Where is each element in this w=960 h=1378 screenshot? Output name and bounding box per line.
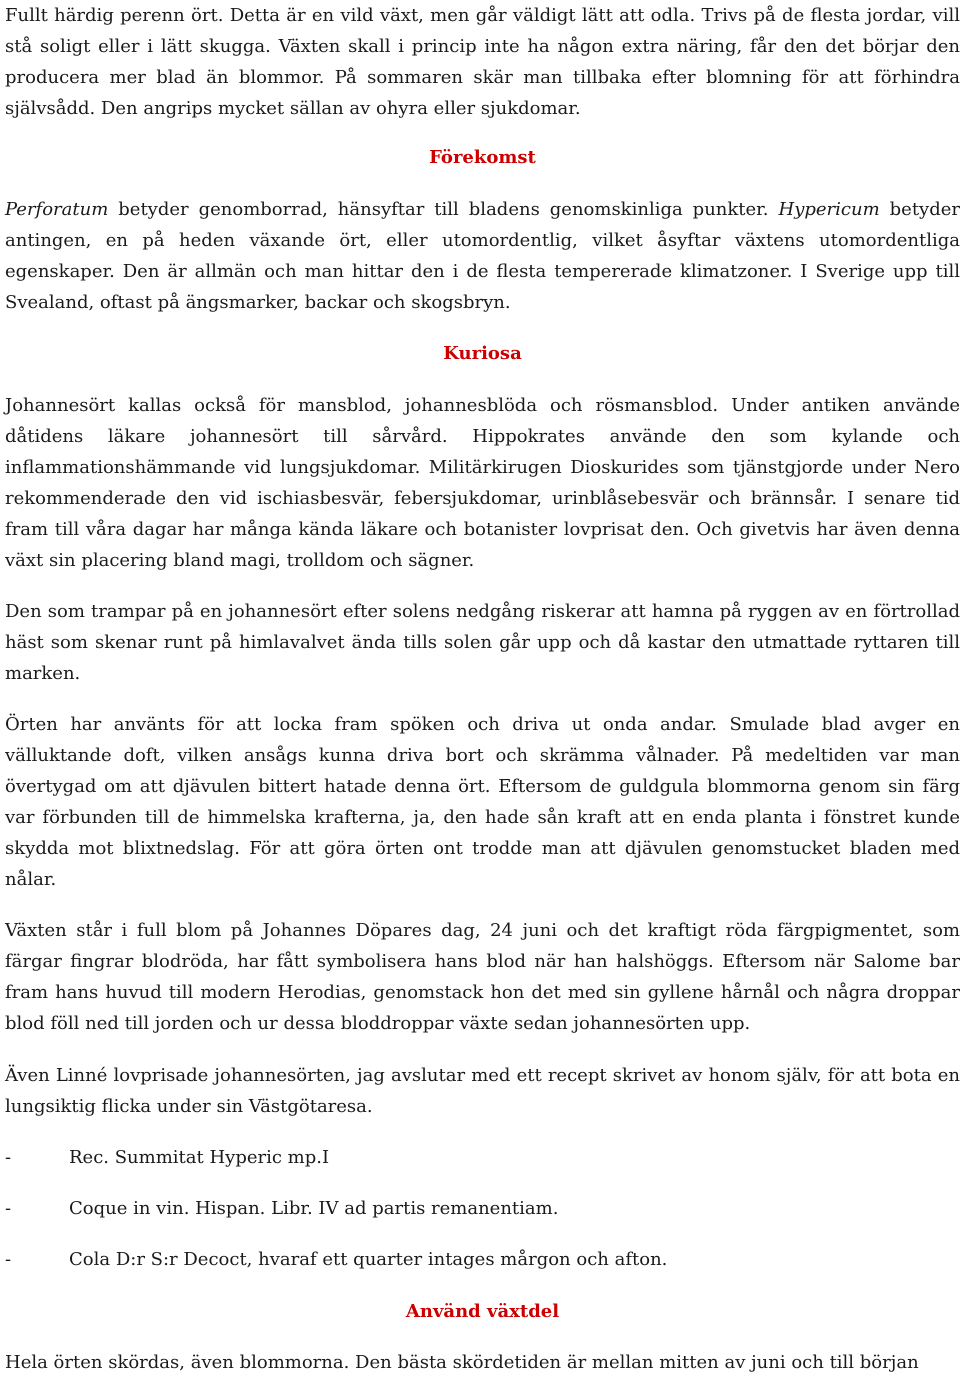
recipe-line-2: [5, 1193, 960, 1224]
paragraph-kuriosa-1: Johannesört kallas också för mansblod, johannesblöda och rösmansblod. Under antiken använde dåtidens läkare johannesört till sårvård. Hippokrates använde den som kylande och inflammationshämmande vid lungsjukdomar. Militärkirugen Dioskurides som tjänstgjorde under Nero rekommenderade den vid ischiasbesvär, febersjukdomar, urinblåsebesvär och brännsår. I senare tid fram till våra dagar har många kända läkare och botanister lovprisat den. Och givetvis har även denna växt sin placering bland magi, trolldom och sägner.: [5, 395, 960, 571]
paragraph-kuriosa-5: Även Linné lovprisade johannesörten, jag avslutar med ett recept skrivet av honom själv, för att bota en lungsiktig flicka under sin Västgötaresa.: [5, 1065, 960, 1117]
heading-kuriosa: Kuriosa: [443, 343, 522, 364]
paragraph-anvand: Hela örten skördas, även blommorna. Den bästa skördetiden är mellan mitten av juni och till början: [5, 1352, 919, 1373]
paragraph-kuriosa-2: Den som trampar på en johannesört efter solens nedgång riskerar att hamna på ryggen av en förtrollad häst som skenar runt på himlavalvet ända tills solen går upp och då kastar den utmattade ryttaren till marken.: [5, 601, 960, 684]
term-perforatum: Perforatum: [5, 199, 109, 220]
paragraph-forekomst: [5, 194, 960, 318]
heading-forekomst: Förekomst: [429, 147, 536, 168]
list-dash: -: [5, 1249, 12, 1270]
paragraph-forekomst-text2: betyder antingen, en på heden växande ört, eller utomordentlig, vilket åsyftar växtens utomordentliga egenskaper. Den är allmän och man hittar den i de flesta tempererade klimatzoner. I Sverige upp till Svealand, oftast på ängsmarker, backar och skogsbryn.: [5, 199, 960, 313]
recipe-line-3: [5, 1244, 960, 1275]
term-hypericum: Hypericum: [778, 199, 880, 220]
recipe-line-1: [5, 1142, 960, 1173]
recipe-line-text: Rec. Summitat Hyperic mp.I: [69, 1147, 330, 1168]
recipe-line-text: Coque in vin. Hispan. Libr. IV ad partis remanentiam.: [69, 1198, 559, 1219]
paragraph-kuriosa-3: Örten har använts för att locka fram spöken och driva ut onda andar. Smulade blad avger en välluktande doft, vilken ansågs kunna driva bort och skrämma vålnader. På medeltiden var man övertygad om att djävulen bittert hatade denna ört. Eftersom de guldgula blommorna genom sin färg var förbunden till de himmelska krafterna, ja, den hade sån kraft att en enda planta i fönstret kunde skydda mot blixtnedslag. För att göra örten ont trodde man att djävulen genomstucket bladen med nålar.: [5, 714, 960, 890]
paragraph-kuriosa-4: Växten står i full blom på Johannes Döpares dag, 24 juni och det kraftigt röda färgpigmentet, som färgar fingrar blodröda, har fått symbolisera hans blod när han halshöggs. Eftersom när Salome bar fram hans huvud till modern Herodias, genomstack hon det med sin gyllene hårnål och några droppar blod föll ned till jorden och ur dessa bloddroppar växte sedan johannesörten upp.: [5, 920, 960, 1034]
recipe-line-text: Cola D:r S:r Decoct, hvaraf ett quarter intages mårgon och afton.: [69, 1249, 668, 1270]
paragraph-forekomst-text1: betyder genomborrad, hänsyftar till bladens genomskinliga punkter.: [108, 199, 779, 220]
list-dash: -: [5, 1198, 12, 1219]
paragraph-intro: Fullt härdig perenn ört. Detta är en vild växt, men går väldigt lätt att odla. Trivs på de flesta jordar, vill stå soligt eller i lätt skugga. Växten skall i princip inte ha någon extra näring, får den det börjar den producera mer blad än blommor. På sommaren skär man tillbaka efter blomning för att förhindra självsådd. Den angrips mycket sällan av ohyra eller sjukdomar.: [5, 5, 960, 119]
list-dash: -: [5, 1147, 12, 1168]
heading-anvand-vaxtdel: Använd växtdel: [405, 1301, 560, 1322]
